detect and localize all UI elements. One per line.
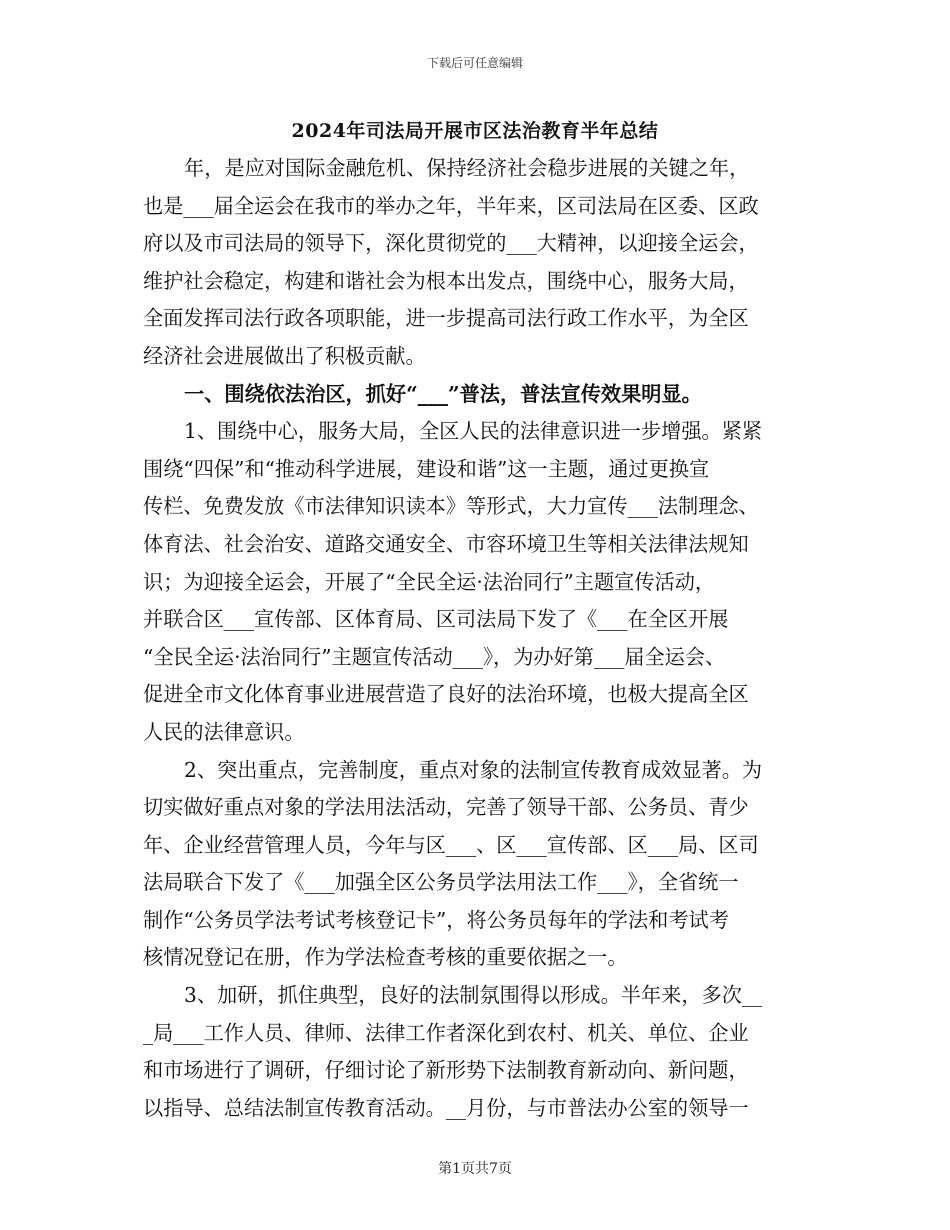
paragraph-line: 体育法、社会治安、道路交通安全、市容环境卫生等相关法律法规知 — [143, 531, 749, 556]
page-header-note: 下载后可任意编辑 — [426, 56, 523, 70]
paragraph-line: 围绕“四保”和“推动科学进展，建设和谐”这一主题，通过更换宣 — [143, 456, 710, 481]
page-number: 第1页共7页 — [438, 1161, 512, 1177]
document-body — [143, 150, 808, 1127]
paragraph-line: 制作“公务员学法考试考核登记卡”，将公务员每年的学法和考试考 — [143, 907, 729, 932]
paragraph-line: “全民全运·法治同行”主题宣传活动___》，为办好第___届全运会、 — [143, 644, 726, 669]
paragraph-line: 经济社会进展做出了积极贡献。 — [143, 343, 426, 368]
paragraph-line: 法局联合下发了《___加强全区公务员学法用法工作___》，全省统一 — [143, 870, 739, 895]
paragraph-line: 切实做好重点对象的学法用法活动，完善了领导干部、公务员、青少 — [143, 795, 749, 820]
paragraph-line: 3、加研，抓住典型，良好的法制氛围得以形成。半年来，多次__ — [184, 983, 763, 1008]
paragraph-line: 促进全市文化体育事业进展营造了良好的法治环境，也极大提高全区 — [143, 682, 749, 707]
paragraph-line: 以指导、总结法制宣传教育活动。__月份，与市普法办公室的领导一 — [143, 1095, 749, 1120]
paragraph-line: 和市场进行了调研，仔细讨论了新形势下法制教育新动向、新问题， — [143, 1058, 749, 1083]
paragraph-line: 维护社会稳定，构建和谐社会为根本出发点，围绕中心，服务大局， — [143, 268, 749, 293]
paragraph-line: 1、围绕中心，服务大局，全区人民的法律意识进一步增强。紧紧 — [184, 419, 763, 444]
paragraph-line: 年，是应对国际金融危机、保持经济社会稳步进展的关键之年， — [184, 156, 750, 180]
document-title: 2024年司法局开展市区法治教育半年总结 — [291, 120, 659, 142]
paragraph-line: 传栏、免费发放《市法律知识读本》等形式，大力宣传___法制理念、 — [143, 494, 759, 519]
paragraph-line: 全面发挥司法行政各项职能，进一步提高司法行政工作水平，为全区 — [143, 306, 749, 331]
paragraph-line: 府以及市司法局的领导下，深化贯彻党的___大精神，以迎接全运会， — [143, 231, 759, 256]
paragraph-line: 年、企业经营管理人员，今年与区___、区___宣传部、区___局、区司 — [143, 832, 759, 857]
paragraph-line: 人民的法律意识。 — [143, 719, 305, 744]
section-heading: 一、围绕依法治区，抓好“___”普法，普法宣传效果明显。 — [184, 381, 702, 406]
paragraph-line: 核情况登记在册，作为学法检查考核的重要依据之一。 — [143, 945, 628, 970]
paragraph-line: 2、突出重点，完善制度，重点对象的法制宣传教育成效显著。为 — [184, 757, 763, 782]
paragraph-line: 识；为迎接全运会，开展了“全民全运·法治同行”主题宣传活动， — [143, 569, 716, 594]
paragraph-line: 并联合区___宣传部、区体育局、区司法局下发了《___在全区开展 — [143, 607, 729, 632]
paragraph-line: _局___工作人员、律师、法律工作者深化到农村、机关、单位、企业 — [143, 1020, 749, 1045]
paragraph-line: 也是___届全运会在我市的举办之年，半年来，区司法局在区委、区政 — [143, 193, 759, 218]
